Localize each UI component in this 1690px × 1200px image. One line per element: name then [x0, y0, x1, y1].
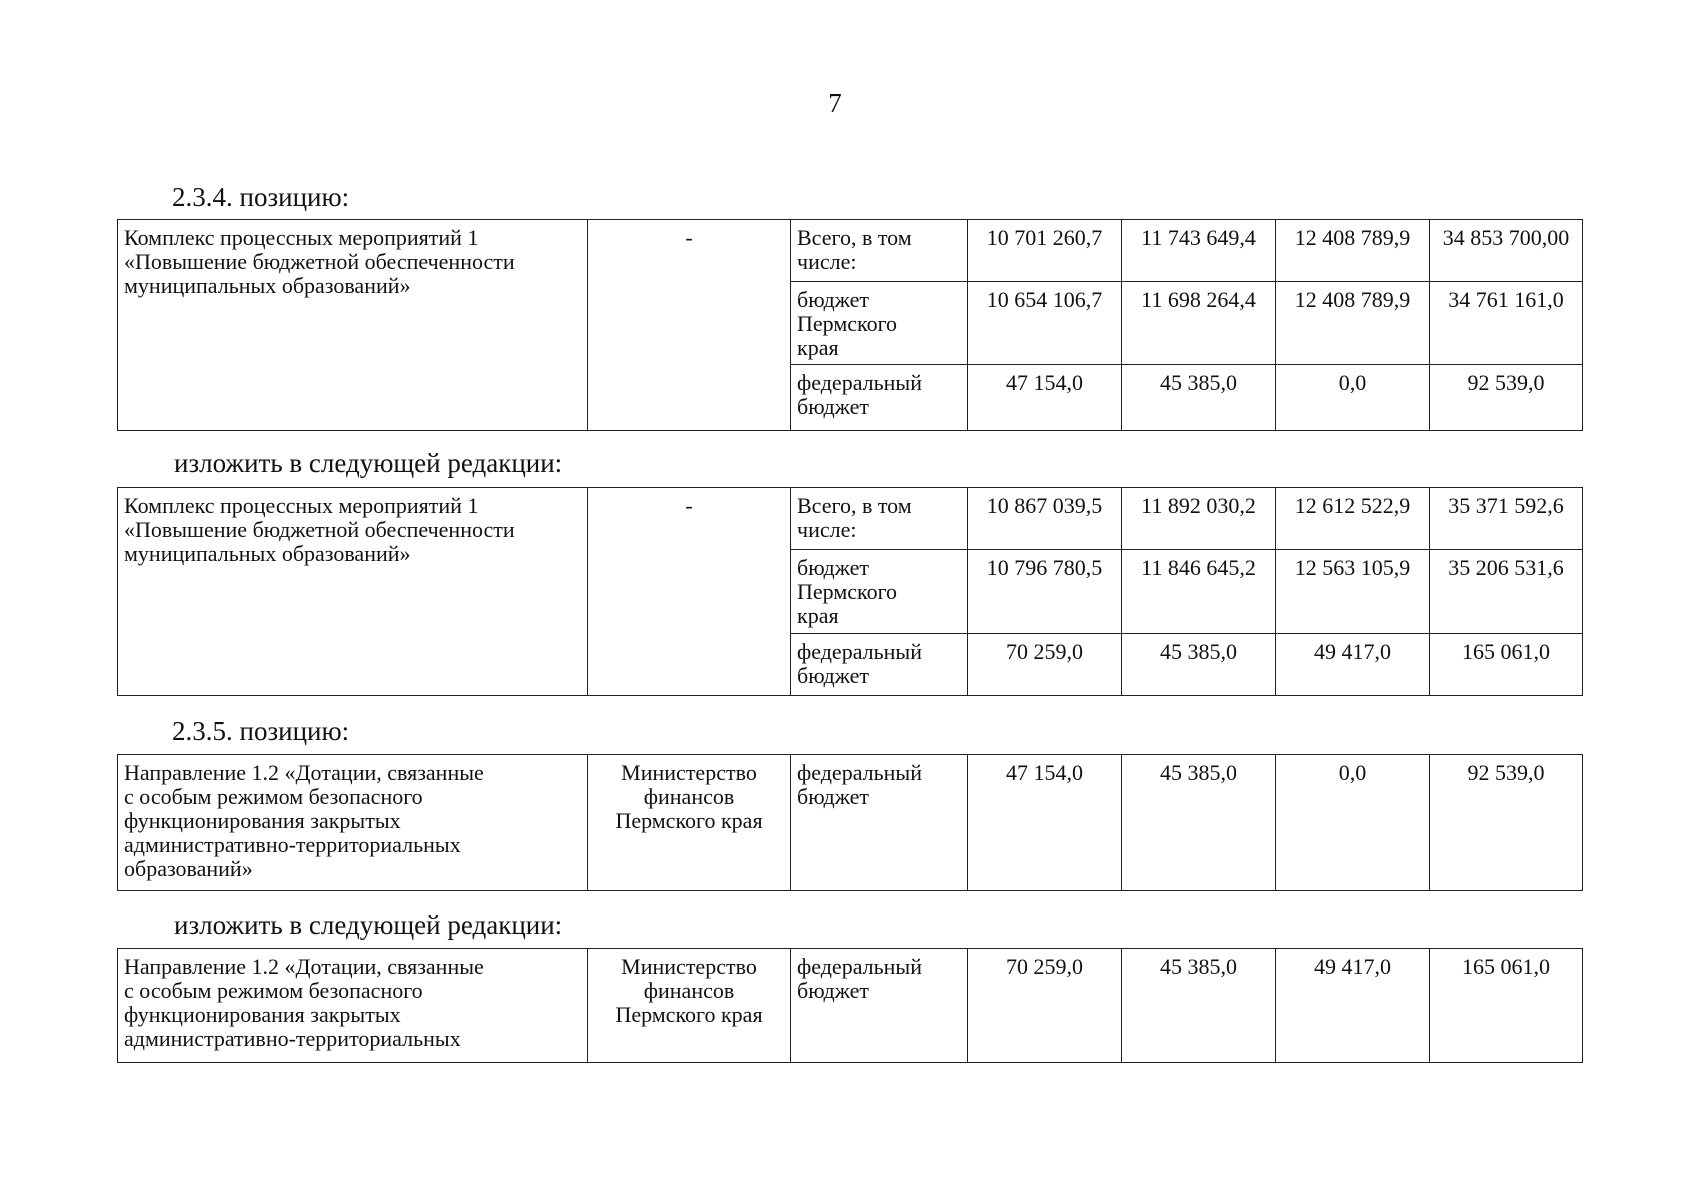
table-234-original [117, 219, 1583, 431]
value-cell: 45 385,0 [1122, 755, 1276, 891]
table-235-revised [117, 948, 1583, 1063]
value-cell: 12 563 105,9 [1276, 550, 1430, 634]
table-row [118, 755, 1583, 891]
table-row [118, 220, 1583, 282]
value-cell: 49 417,0 [1276, 949, 1430, 1063]
section-heading-new-edition: изложить в следующей редакции: [174, 910, 563, 940]
value-cell: 10 867 039,5 [968, 488, 1122, 550]
value-cell: 35 206 531,6 [1430, 550, 1583, 634]
source-cell: Всего, в том числе: [791, 488, 968, 550]
table-row [118, 488, 1583, 550]
measure-name-cell: Комплекс процессных мероприятий 1 «Повышение бюджетной обеспеченности муниципальных образований» [118, 488, 588, 696]
value-cell: 12 408 789,9 [1276, 282, 1430, 365]
value-cell: 10 796 780,5 [968, 550, 1122, 634]
value-cell: 35 371 592,6 [1430, 488, 1583, 550]
value-cell: 70 259,0 [968, 634, 1122, 696]
value-cell: 11 846 645,2 [1122, 550, 1276, 634]
source-cell: бюджет Пермского края [791, 550, 968, 634]
responsible-cell: - [588, 220, 791, 431]
source-cell: федеральный бюджет [791, 365, 968, 431]
value-cell: 10 654 106,7 [968, 282, 1122, 365]
value-cell: 0,0 [1276, 755, 1430, 891]
source-cell: федеральный бюджет [791, 755, 968, 891]
measure-name-cell: Направление 1.2 «Дотации, связанные с особым режимом безопасного функционирования закрытых административно-территориальных образований» [118, 755, 588, 891]
value-cell: 45 385,0 [1122, 365, 1276, 431]
measure-name-cell: Направление 1.2 «Дотации, связанные с особым режимом безопасного функционирования закрытых административно-территориальных [118, 949, 588, 1063]
measure-name-cell: Комплекс процессных мероприятий 1 «Повышение бюджетной обеспеченности муниципальных образований» [118, 220, 588, 431]
responsible-cell: Министерство финансов Пермского края [588, 949, 791, 1063]
table-235-original [117, 754, 1583, 891]
value-cell: 11 743 649,4 [1122, 220, 1276, 282]
section-heading-234: 2.3.4. позицию: [172, 182, 350, 212]
value-cell: 49 417,0 [1276, 634, 1430, 696]
table-234-revised [117, 487, 1583, 696]
source-cell: федеральный бюджет [791, 949, 968, 1063]
value-cell: 47 154,0 [968, 755, 1122, 891]
value-cell: 45 385,0 [1122, 634, 1276, 696]
section-heading-new-edition: изложить в следующей редакции: [174, 448, 563, 478]
value-cell: 45 385,0 [1122, 949, 1276, 1063]
value-cell: 12 408 789,9 [1276, 220, 1430, 282]
table-row [118, 949, 1583, 1063]
value-cell: 12 612 522,9 [1276, 488, 1430, 550]
value-cell: 11 892 030,2 [1122, 488, 1276, 550]
section-heading-235: 2.3.5. позицию: [172, 716, 350, 746]
value-cell: 10 701 260,7 [968, 220, 1122, 282]
value-cell: 0,0 [1276, 365, 1430, 431]
page-number: 7 [828, 88, 842, 118]
value-cell: 92 539,0 [1430, 755, 1583, 891]
source-cell: бюджет Пермского края [791, 282, 968, 365]
value-cell: 47 154,0 [968, 365, 1122, 431]
value-cell: 165 061,0 [1430, 634, 1583, 696]
value-cell: 165 061,0 [1430, 949, 1583, 1063]
value-cell: 92 539,0 [1430, 365, 1583, 431]
source-cell: Всего, в том числе: [791, 220, 968, 282]
responsible-cell: - [588, 488, 791, 696]
value-cell: 34 761 161,0 [1430, 282, 1583, 365]
source-cell: федеральный бюджет [791, 634, 968, 696]
responsible-cell: Министерство финансов Пермского края [588, 755, 791, 891]
value-cell: 34 853 700,00 [1430, 220, 1583, 282]
value-cell: 70 259,0 [968, 949, 1122, 1063]
value-cell: 11 698 264,4 [1122, 282, 1276, 365]
